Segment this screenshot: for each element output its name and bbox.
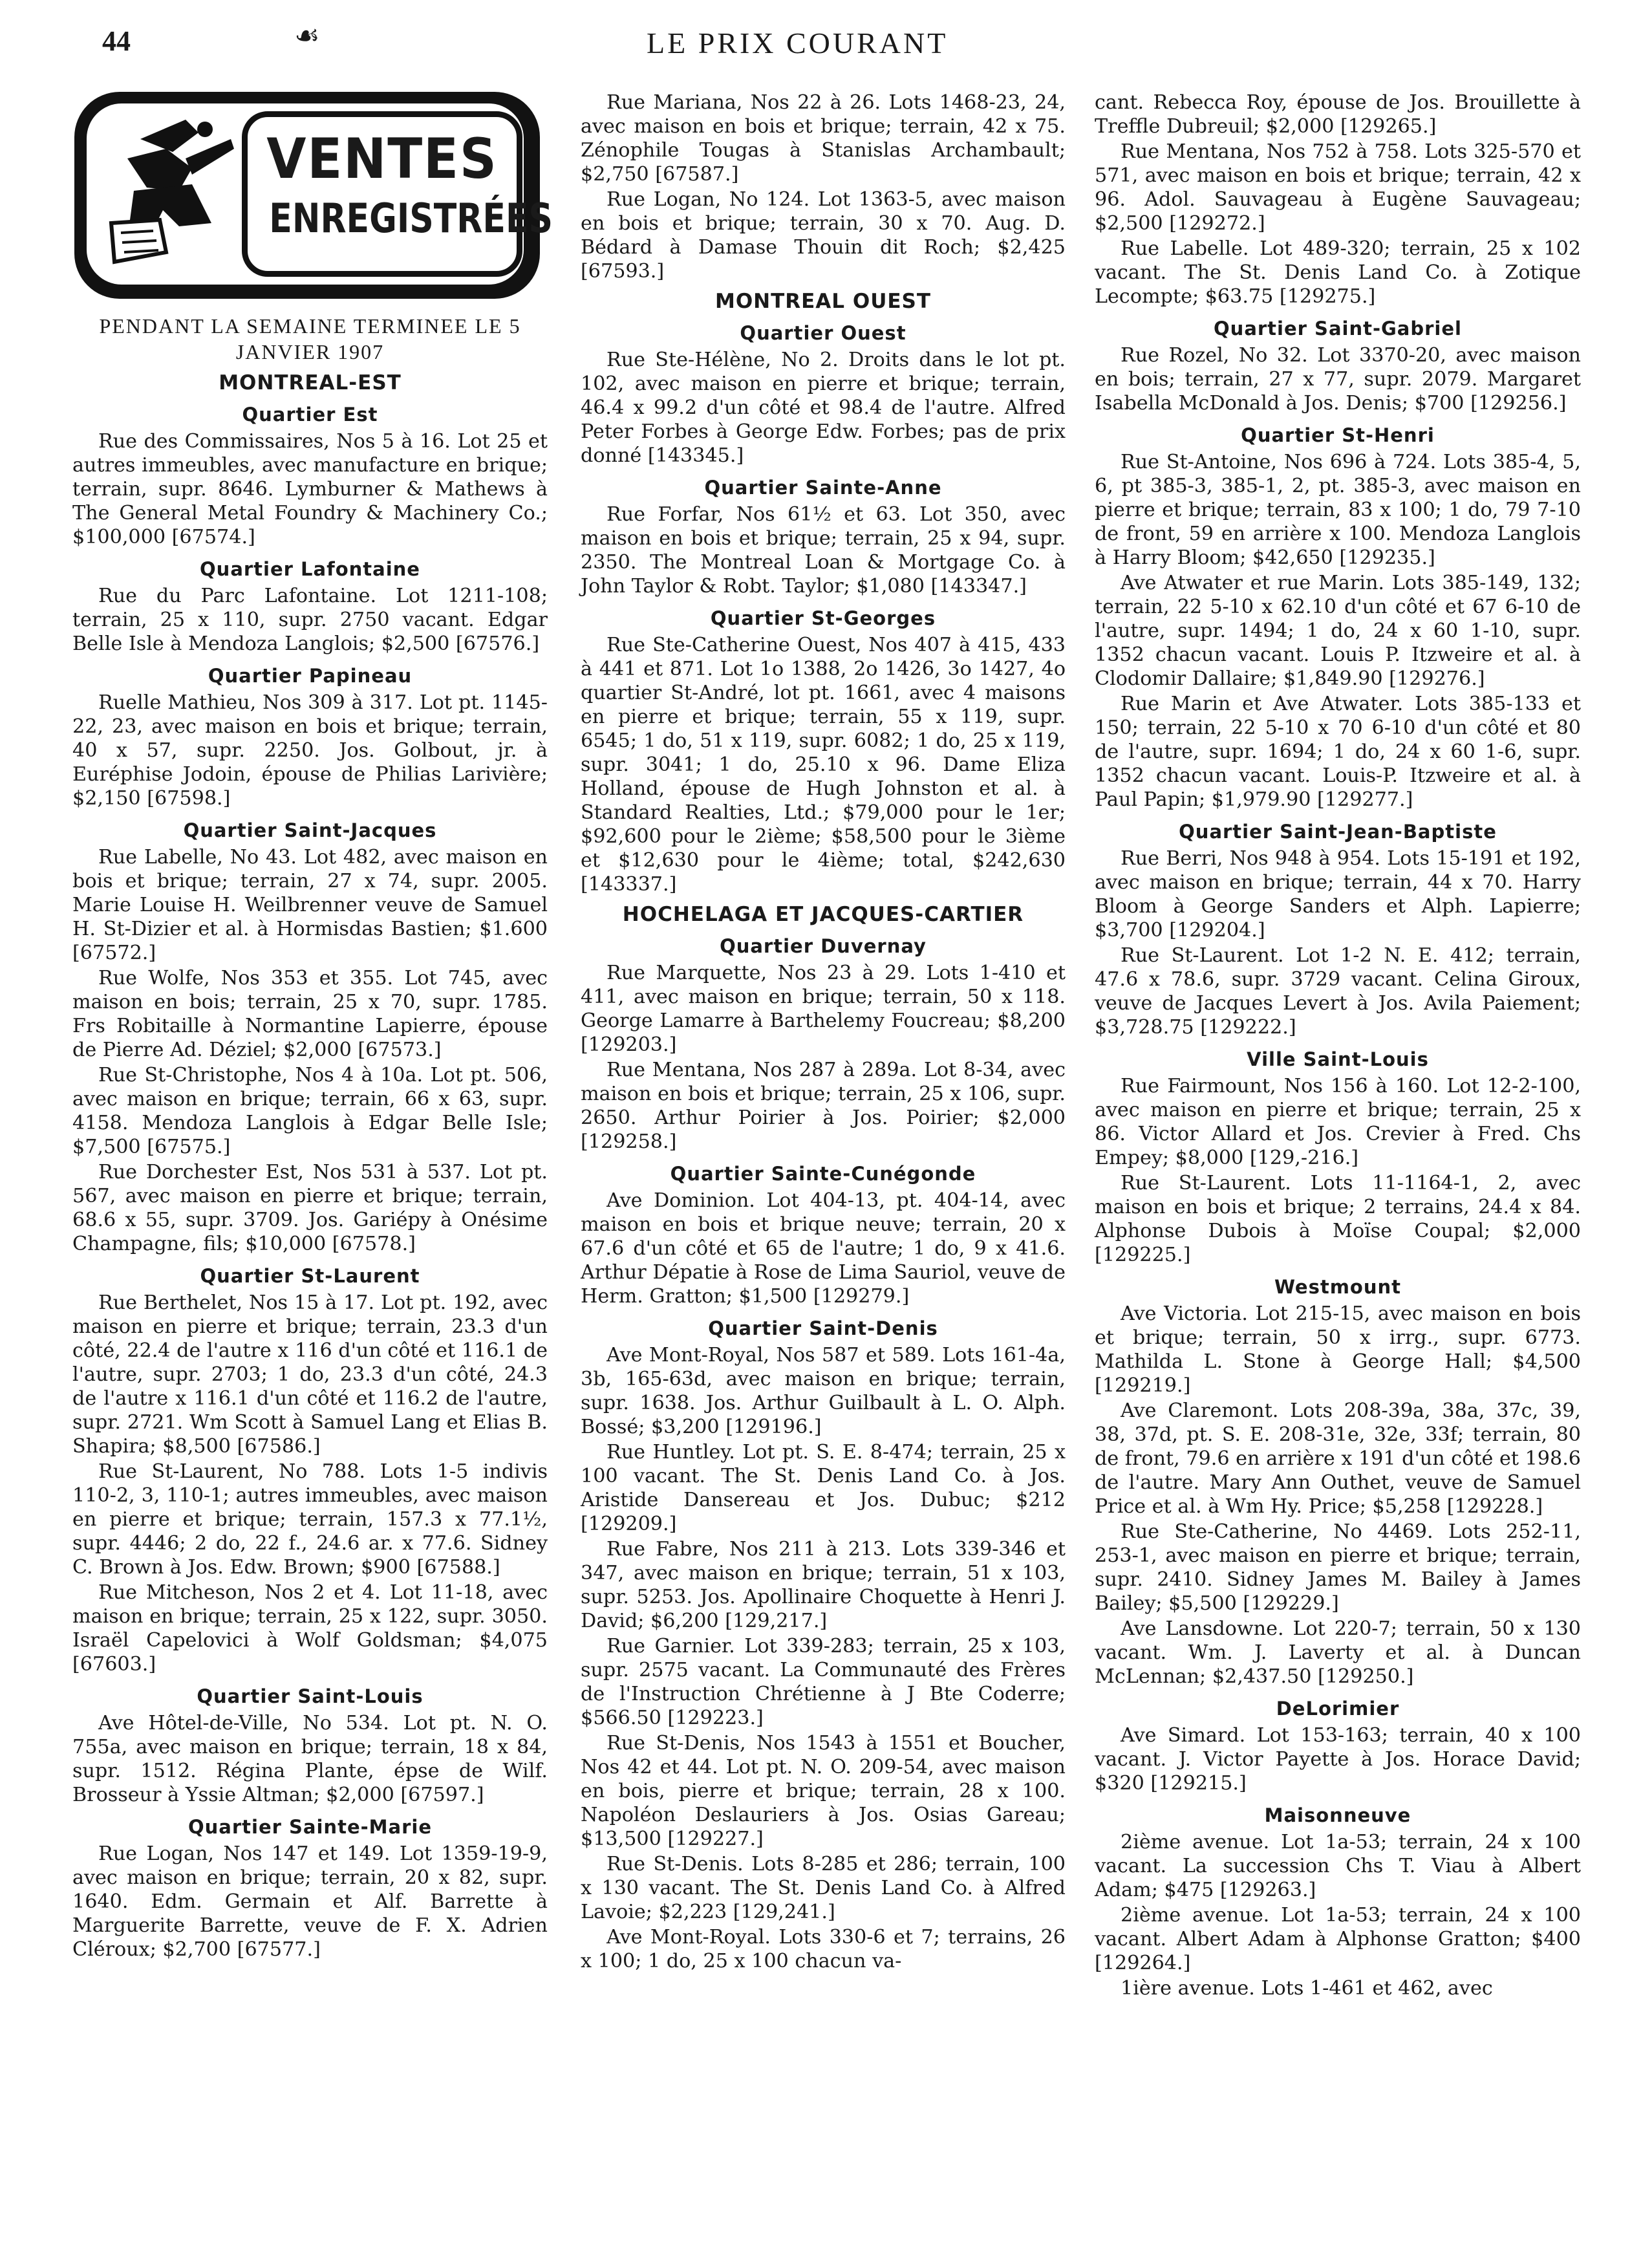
quarter-heading: DeLorimier [1276, 1698, 1400, 1720]
page-number: 44 [102, 25, 131, 57]
col2-content [581, 91, 1066, 1973]
sale-entry: Rue Ste-Hélène, No 2. Droits dans le lot pt. 102, avec maison en pierre et brique; terrain, 46.4 x 99.2 d'un côté et 98.4 de l'autre. Alfred Peter Forbes à George Edw. Forbes; pas de prix donné [143345.] [581, 349, 1066, 467]
sale-entry: Rue Fairmount, Nos 156 à 160. Lot 12-2-100, avec maison en pierre et brique; terrain, 25 x 86. Victor Allard et Jos. Crevier à Fred. Chs Empey; $8,000 [129,-216.] [1095, 1075, 1581, 1169]
quarter-heading: Westmount [1274, 1276, 1402, 1298]
sale-entry: Rue Rozel, No 32. Lot 3370-20, avec maison en bois; terrain, 27 x 77, supr. 2079. Margaret Isabella McDonald à Jos. Denis; $700 [129256.] [1095, 344, 1581, 415]
column-3 [1095, 91, 1581, 2002]
district-heading: MONTREAL-EST [219, 371, 402, 394]
quarter-heading: Quartier Saint-Gabriel [1214, 318, 1462, 340]
sale-entry: Rue St-Laurent. Lot 1-2 N. E. 412; terrain, 47.6 x 78.6, supr. 3729 vacant. Celina Giroux, veuve de Jacques Levert à Jos. Avila Paiement; $3,728.75 [129222.] [1095, 944, 1581, 1039]
logo-text-box [242, 111, 553, 277]
sale-entry: 1ière avenue. Lots 1-461 et 462, avec [1121, 1977, 1493, 2000]
quarter-heading: Quartier Ouest [740, 322, 906, 344]
quarter-heading: Quartier Duvernay [720, 935, 927, 957]
quarter-heading: Quartier Sainte-Anne [704, 477, 942, 499]
sale-entry: Rue Berri, Nos 948 à 954. Lots 15-191 et 192, avec maison en brique; terrain, 44 x 70. Harry Bloom à George Sanders et Alph. Lapierre; $3,700 [129204.] [1095, 847, 1581, 942]
sale-entry: Ave Atwater et rue Marin. Lots 385-149, 132; terrain, 22 5-10 x 62.10 d'un côté et 67 6-10 de l'autre, supr. 1494; 1 do, 24 x 60 1-10, supr. 1352 chacun vacant. Louis P. Itzweire et al. à Clodomir Dallaire; $1,849.90 [129276.] [1095, 572, 1581, 690]
sale-entry: Rue Labelle, No 43. Lot 482, avec maison en bois et brique; terrain, 27 x 74, supr. 2005. Marie Louise H. Weilbrenner veuve de Samuel H. St-Dizier et al. à Hormisdas Bastien; $1.600 [67572.] [72, 846, 548, 964]
ornament-icon: ☙ [294, 19, 320, 52]
sale-entry: Rue Fabre, Nos 211 à 213. Lots 339-346 et 347, avec maison en brique; terrain, 51 x 103, supr. 5253. Jos. Apollinaire Choquette à Henri J. David; $6,200 [129,217.] [581, 1538, 1066, 1632]
sale-entry: Rue St-Denis, Nos 1543 à 1551 et Boucher, Nos 42 et 44. Lot pt. N. O. 209-54, avec maison en bois, pierre et brique; terrain, 28 x 100. Napoléon Deslauriers à Jos. Osias Gareau; $13,500 [129227.] [581, 1732, 1066, 1850]
sale-entry: Rue Mentana, Nos 752 à 758. Lots 325-570 et 571, avec maison en bois et brique; terrain, 42 x 96. Adol. Sauvageau à Eugène Sauvageau; $2,500 [129272.] [1095, 140, 1581, 235]
sale-entry: Rue des Commissaires, Nos 5 à 16. Lot 25 et autres immeubles, avec manufacture en brique; terrain, supr. 8646. Lymburner & Mathews à The General Metal Foundry & Machinery Co.; $100,000 [67574.] [72, 430, 548, 548]
sale-entry: Rue Mariana, Nos 22 à 26. Lots 1468-23, 24, avec maison en bois et brique; terrain, 42 x 75. Zénophile Tougas à Stanislas Archambault; $2,750 [67587.] [581, 91, 1066, 186]
sale-entry: Rue du Parc Lafontaine. Lot 1211-108; terrain, 25 x 110, supr. 2750 vacant. Edgar Belle Isle à Mendoza Langlois; $2,500 [67576.] [72, 585, 548, 655]
sale-entry: Rue Garnier. Lot 339-283; terrain, 25 x 103, supr. 2575 vacant. La Communauté des Frères de l'Instruction Chrétienne à J Bte Coderre; $566.50 [129223.] [581, 1635, 1066, 1729]
sale-entry: Rue Logan, No 124. Lot 1363-5, avec maison en bois et brique; terrain, 30 x 70. Aug. D. Bédard à Damase Thouin dit Roch; $2,425 [67593.] [581, 188, 1066, 283]
ventes-enregistrees-logo [72, 91, 553, 304]
sale-entry: Rue Ste-Catherine Ouest, Nos 407 à 415, 433 à 441 et 871. Lot 1o 1388, 2o 1426, 3o 1427, 4o quartier St-André, lot pt. 1661, avec 4 maisons en pierre et brique; terrain, 55 x 119, supr. 6545; 1 do, 51 x 119, supr. 6082; 1 do, 25 x 119, supr. 3041; 1 do, 25.10 x 96. Dame Eliza Holland, épouse de Hugh Johnston et al. à Standard Realties, Ltd.; $79,000 pour le 1er; $92,600 pour le 2ième; $58,500 pour le 3ième et $12,630 pour le 4ième; total, $242,630 [143337.] [581, 634, 1066, 896]
quarter-heading: Quartier St-Henri [1241, 424, 1435, 446]
sale-entry: Ave Simard. Lot 153-163; terrain, 40 x 100 vacant. J. Victor Payette à Jos. Horace David; $320 [129215.] [1095, 1724, 1581, 1795]
sale-entry: Rue Labelle. Lot 489-320; terrain, 25 x 102 vacant. The St. Denis Land Co. à Zotique Lecompte; $63.75 [129275.] [1095, 237, 1581, 308]
quarter-heading: Quartier Saint-Jacques [183, 819, 437, 841]
district-heading: HOCHELAGA ET JACQUES-CARTIER [622, 903, 1024, 926]
sale-entry: Ave Dominion. Lot 404-13, pt. 404-14, avec maison en bois et brique neuve; terrain, 20 x 67.6 d'un côté et 65 de l'autre; 1 do, 9 x 41.6. Arthur Dépatie à Rose de Lima Sauriol, veuve de Herm. Gratton; $1,500 [129279.] [581, 1189, 1066, 1308]
logo-line-1: VENTES [266, 127, 498, 191]
sale-entry: Rue Mentana, Nos 287 à 289a. Lot 8-34, avec maison en bois et brique; terrain, 25 x 106, supr. 2650. Arthur Poirier à Jos. Poirier; $2,000 [129258.] [581, 1059, 1066, 1153]
period-heading: PENDANT LA SEMAINE TERMINEE LE 5 JANVIER 1907 [99, 314, 521, 363]
sale-entry: Ruelle Mathieu, Nos 309 à 317. Lot pt. 1145-22, 23, avec maison en bois et brique; terrain, 40 x 57, supr. 2250. Jos. Golbout, jr. à Euréphise Jodoin, épouse de Philias Larivière; $2,150 [67598.] [72, 691, 548, 810]
sale-entry: Rue Ste-Catherine, No 4469. Lots 252-11, 253-1, avec maison en pierre et brique; terrain, supr. 2410. Sidney James M. Bailey à James Bailey; $5,500 [129229.] [1095, 1520, 1581, 1615]
column-2 [581, 91, 1066, 1974]
quarter-heading: Quartier Est [242, 404, 378, 426]
quarter-heading: Quartier Saint-Denis [708, 1317, 938, 1339]
quarter-heading: Maisonneuve [1264, 1804, 1411, 1826]
quarter-heading: Quartier Sainte-Cunégonde [670, 1163, 976, 1185]
quarter-heading: Quartier Saint-Louis [197, 1685, 424, 1707]
quarter-heading: Ville Saint-Louis [1247, 1048, 1429, 1070]
scribe-figure-icon [102, 113, 237, 275]
quarter-heading: Quartier Lafontaine [200, 558, 420, 580]
sale-entry: Rue Mitcheson, Nos 2 et 4. Lot 11-18, avec maison en brique; terrain, 25 x 122, supr. 3050. Israël Capelovici à Wolf Goldsman; $4,075 [67603.] [72, 1581, 548, 1676]
sale-entry: Ave Lansdowne. Lot 220-7; terrain, 50 x 130 vacant. Wm. J. Laverty et al. à Duncan McLennan; $2,437.50 [129250.] [1095, 1617, 1581, 1688]
column-1 [72, 91, 553, 1963]
quarter-heading: Quartier St-Laurent [200, 1265, 420, 1287]
sale-entry: Ave Victoria. Lot 215-15, avec maison en bois et brique; terrain, 50 x irrg., supr. 6773. Mathilda L. Stone à George Hall; $4,500 [129219.] [1095, 1302, 1581, 1397]
sale-entry: Rue Huntley. Lot pt. S. E. 8-474; terrain, 25 x 100 vacant. The St. Denis Land Co. à Jos. Aristide Dansereau et Jos. Dubuc; $212 [129209.] [581, 1441, 1066, 1535]
sale-entry: Ave Hôtel-de-Ville, No 534. Lot pt. N. O. 755a, avec maison en brique; terrain, 18 x 84, supr. 1512. Régina Plante, épse de Wilf. Brosseur à Yssie Altman; $2,000 [67597.] [72, 1712, 548, 1806]
sale-entry: Rue Marquette, Nos 23 à 29. Lots 1-410 et 411, avec maison en brique; terrain, 50 x 118. George Lamarre à Barthelemy Foucreau; $8,200 [129203.] [581, 962, 1066, 1056]
col3-content [1095, 91, 1581, 2000]
sale-entry: Ave Mont-Royal. Lots 330-6 et 7; terrains, 26 x 100; 1 do, 25 x 100 chacun va- [581, 1926, 1066, 1972]
col1-content [72, 371, 548, 1961]
sale-entry: Rue Forfar, Nos 61½ et 63. Lot 350, avec maison en bois et brique; terrain, 25 x 94, supr. 2350. The Montreal Loan & Mortgage Co. à John Taylor & Robt. Taylor; $1,080 [143347.] [581, 503, 1066, 598]
sale-entry: Ave Claremont. Lots 208-39a, 38a, 37c, 39, 38, 37d, pt. S. E. 208-31e, 32e, 33f; terrain, 80 de front, 79.6 en arrière x 191 d'un côté et 198.6 de l'autre. Mary Ann Outhet, veuve de Samuel Price et al. à Wm Hy. Price; $5,258 [129228.] [1095, 1399, 1581, 1518]
quarter-heading: Quartier Sainte-Marie [188, 1816, 432, 1838]
quarter-heading: Quartier Saint-Jean-Baptiste [1179, 821, 1497, 843]
sale-entry: Rue Logan, Nos 147 et 149. Lot 1359-19-9, avec maison en brique; terrain, 20 x 82, supr. 1640. Edm. Germain et Alf. Barrette à Marguerite Barrette, veuve de F. X. Adrien Cléroux; $2,700 [67577.] [72, 1842, 548, 1961]
sale-entry: Rue St-Laurent. Lots 11-1164-1, 2, avec maison en bois et brique; 2 terrains, 24.4 x 84. Alphonse Dubois à Moïse Coupal; $2,000 [129225.] [1095, 1172, 1581, 1266]
quarter-heading: Quartier St-Georges [710, 607, 936, 629]
sale-entry: Ave Mont-Royal, Nos 587 et 589. Lots 161-4a, 3b, 165-63d, avec maison en brique; terrain, supr. 1638. Jos. Arthur Guilbault à L. O. Alph. Bossé; $3,200 [129196.] [581, 1344, 1066, 1438]
sale-entry: Rue St-Antoine, Nos 696 à 724. Lots 385-4, 5, 6, pt 385-3, 385-1, 2, pt. 385-3, avec maison en pierre et brique; terrain, 83 x 100; 1 do, 79 7-10 de front, 59 en arrière x 100. Mendoza Langlois à Harry Bloom; $42,650 [129235.] [1095, 451, 1581, 569]
district-heading: MONTREAL OUEST [714, 290, 932, 313]
sale-entry: Rue Marin et Ave Atwater. Lots 385-133 et 150; terrain, 22 5-10 x 70 6-10 d'un côté et 80 de l'autre, supr. 1694; 1 do, 24 x 60 1-6, supr. 1352 chacun vacant. Louis-P. Itzweire et al. à Paul Papin; $1,979.90 [129277.] [1095, 693, 1581, 811]
sale-entry: 2ième avenue. Lot 1a-53; terrain, 24 x 100 vacant. Albert Adam à Alphonse Gratton; $400 [129264.] [1095, 1904, 1581, 1974]
sale-entry: Rue St-Laurent, No 788. Lots 1-5 indivis 110-2, 3, 110-1; autres immeubles, avec maison en pierre et brique; terrain, 157.3 x 77.1½, supr. 4446; 2 do, 22 f., 24.6 ar. x 77.6. Sidney C. Brown à Jos. Edw. Brown; $900 [67588.] [72, 1460, 548, 1579]
sale-entry: Rue St-Christophe, Nos 4 à 10a. Lot pt. 506, avec maison en brique; terrain, 66 x 63, supr. 4158. Mendoza Langlois à Edgar Belle Isle; $7,500 [67575.] [72, 1064, 548, 1158]
sale-entry: 2ième avenue. Lot 1a-53; terrain, 24 x 100 vacant. La succession Chs T. Viau à Albert Adam; $475 [129263.] [1095, 1831, 1581, 1901]
sale-entry: Rue Dorchester Est, Nos 531 à 537. Lot pt. 567, avec maison en pierre et brique; terrain, 68.6 x 55, supr. 3709. Jos. Gariépy à Onésime Champagne, fils; $10,000 [67578.] [72, 1161, 548, 1255]
sale-entry: cant. Rebecca Roy, épouse de Jos. Brouillette à Treffle Dubreuil; $2,000 [129265.] [1095, 91, 1581, 138]
sale-entry: Rue Berthelet, Nos 15 à 17. Lot pt. 192, avec maison en pierre et brique; terrain, 23.3 d'un côté, 22.4 de l'autre x 116 d'un côté et 116.1 de l'autre, supr. 2703; 1 do, 23.3 d'un côté, 24.3 de l'autre x 116.1 d'un côté et 116.2 de l'autre, supr. 2721. Wm Scott à Samuel Lang et Elias B. Shapira; $8,500 [67586.] [72, 1291, 548, 1458]
sale-entry: Rue St-Denis. Lots 8-285 et 286; terrain, 100 x 130 vacant. The St. Denis Land Co. à Alfred Lavoie; $2,223 [129,241.] [581, 1853, 1066, 1923]
sale-entry: Rue Wolfe, Nos 353 et 355. Lot 745, avec maison en bois; terrain, 25 x 70, supr. 1785. Frs Robitaille à Normantine Lapierre, épouse de Pierre Ad. Déziel; $2,000 [67573.] [72, 967, 548, 1061]
logo-line-2: ENREGISTRÉES [269, 195, 553, 242]
quarter-heading: Quartier Papineau [208, 665, 413, 687]
running-head: LE PRIX COURANT [647, 27, 949, 59]
